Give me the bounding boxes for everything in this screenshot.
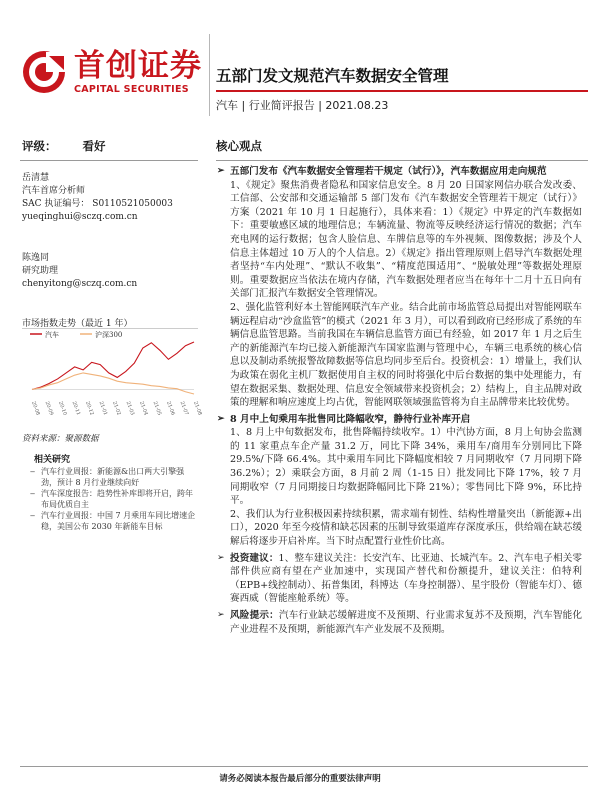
- chart-title: 市场指数走势（最近 1 年）: [22, 319, 133, 329]
- chart-source: 资料来源：聚源数据: [22, 434, 99, 444]
- section-1-heading: ➢ 五部门发布《汽车数据安全管理若干规定（试行）》，汽车数据应用走向规范: [217, 166, 547, 177]
- assistant-name: 陈逸同: [22, 253, 50, 263]
- related-research-list: [28, 466, 200, 532]
- bullet-icon: ➢: [217, 610, 225, 620]
- assistant-block: [22, 252, 137, 291]
- x-tick-label: 21-07: [178, 400, 190, 417]
- assistant-email[interactable]: chenyitong@sczq.com.cn: [22, 279, 138, 289]
- x-tick-label: 20-12: [84, 400, 95, 417]
- analyst-name: 岳清慧: [22, 173, 50, 183]
- footer-divider: [20, 766, 588, 767]
- series-line-auto: [32, 342, 194, 389]
- rating: [22, 138, 106, 154]
- assistant-role: 研究助理: [22, 266, 59, 276]
- core-view-header: 核心观点: [216, 139, 262, 153]
- analyst-block: [22, 172, 173, 224]
- section-2-heading: ➢ 8 月中上旬乘用车批售同比降幅收窄，静待行业补库开启: [217, 413, 471, 425]
- bullet-icon: ➢: [217, 413, 225, 424]
- report-title: 五部门发文规范汽车数据安全管理: [216, 67, 449, 85]
- header-divider: [209, 34, 210, 116]
- rating-label: 评级：: [22, 139, 57, 153]
- logo-text-cn: 首创证券: [74, 48, 202, 84]
- x-tick-label: 21-06: [165, 400, 176, 417]
- bullet-icon: ➢: [217, 166, 225, 176]
- x-tick-label: 21-01: [97, 400, 109, 417]
- x-tick-label: 21-02: [111, 400, 122, 417]
- risk-warning: ➢ 风险提示：汽车行业缺芯缓解进度不及预期、行业需求复苏不及预期，汽车智能化产业进程不及预期，新能源汽车产业发展不及预期。: [217, 610, 583, 635]
- related-item-1[interactable]: ‒ 汽车行业周报：新能源&出口两大引擎强劲，预计 8 月行业继续向好: [28, 466, 200, 488]
- series-line-hs300: [32, 373, 194, 394]
- x-tick-label: 21-05: [151, 400, 163, 417]
- analyst-email[interactable]: yueqinghui@sczq.com.cn: [22, 212, 138, 222]
- title-underline: [216, 90, 588, 92]
- x-tick-label: 20-10: [57, 400, 68, 417]
- footer-disclaimer: 请务必阅读本报告最后部分的重要法律声明: [219, 774, 381, 784]
- investment-advice: ➢ 投资建议：1、整车建议关注：长安汽车、比亚迪、长城汽车。2、汽车电子相关零部件供应商有望在产业加速中，实现国产替代和份额提升，建议关注：伯特利（EPB+线控制动）、拓普集团，科博达（车身控制器）、星宇股份（智能车灯）、德赛西威（智能座舱系统）等。: [217, 552, 582, 605]
- related-research-header: 相关研究: [34, 455, 71, 465]
- logo-text-en: CAPITAL SECURITIES: [74, 84, 189, 95]
- section-2-para-1: 1、8 月上中旬数据发布，批售降幅持续收窄。1）中汽协方面，8 月上旬协会监测的 11 家重点车企产量 31.2 万，同比下降 34%，乘用车/商用车分别同比下降 29.5%/下降 66.4%。其中乘用车同比下降幅度相较 7 月同期收窄（7 月同期下降 36.2%）；2）乘联会方面，8 月前 2 周（1-15 日）批发同比下降 17%，较 7 月同期收窄（7 月同期接日均数据降幅同比下降 21%）；零售同比下降 9%，环比持平。: [230, 427, 582, 507]
- market-index-chart: [20, 328, 203, 420]
- section-1-para-1: 1、《规定》聚焦消费者隐私和国家信息安全。8 月 20 日国家网信办联合发改委、工信部、公安部和交通运输部 5 部门发布《汽车数据安全管理若干规定（试行）》方案（2021 年 10 月 1 日起施行），具体来看：1）《规定》中界定的汽车数据如下：重要敏感区域的地理信息；车辆流量、物流等反映经济运行情况的数据；汽车充电网的运行数据；包含人脸信息、车牌信息等的车外视频、图像数据；涉及个人信息主体超过 10 万人的个人信息。2）《规定》指出管理原则上倡导汽车数据处理者坚持“车内处理”、“默认不收集”、“精度范围适用”、“脱敏处理”等数据处理原则。重要数据应当依法在境内存储，汽车数据处理者应当在每年十二月十五日向有关部门汇报汽车数据安全管理情况。: [230, 179, 582, 300]
- related-item-3[interactable]: ‒ 汽车行业周报：中国 7 月乘用车同比增速企稳，美国公布 2030 年新能车目标: [28, 510, 200, 532]
- left-divider: [20, 160, 198, 161]
- legend-label-hs300: 沪深300: [95, 331, 123, 339]
- analyst-role: 汽车首席分析师: [22, 186, 86, 196]
- rating-value: 看好: [82, 139, 106, 153]
- related-item-2[interactable]: ‒ 汽车深度报告：趋势性补库即将开启，跨年布局优质自主: [28, 488, 200, 510]
- x-tick-label: 20-11: [70, 400, 82, 417]
- x-tick-label: 21-04: [138, 400, 149, 417]
- core-content: [217, 165, 583, 636]
- section-1-para-2: 2、强化监管利好本土智能网联汽车产业。结合此前市场监管总局提出对智能网联车辆远程启动“沙盒监管”的模式（2021 年 3 月），可以看到政府已经形成了系统的车辆信息监管思路。当前我国在车辆信息监管方面已有经验，如 2017 年 1 月之后生产的新能源汽车均已接入新能源汽车国家监测与管理中心，车辆三电系统的核心信息以及制动系统报警故障数据等信息均同步至后台。投资机会：1）增量上，我们认为政策在弱化主机厂数据使用自主权的同时将强化中后台数据的集中处理能力，有望在数据采集、数据处理、信息安全领域带来投资机会；2）结构上，自主品牌对政策的理解和响应速度上均占优，智能网联领域强监管将为自主品牌带来比较优势。: [230, 301, 582, 409]
- analyst-sac: SAC 执证编号： S0110521050003: [22, 199, 173, 209]
- section-2-para-2: 2、我们认为行业积极因素持续积累，需求端有韧性、结构性增量突出（新能源+出口），2020 年至今疫情和缺芯因素的压制导致渠道库存深度承压，供给端在缺芯缓解后将逐步开启补库。当下时点配置行业性价比高。: [230, 508, 582, 548]
- report-subtitle: 汽车 | 行业简评报告 | 2021.08.23: [216, 99, 389, 112]
- x-tick-label: 20-09: [43, 400, 55, 417]
- bullet-icon: ➢: [217, 552, 225, 563]
- x-tick-label: 21-08: [192, 400, 203, 417]
- legend-label-auto: 汽车: [45, 331, 59, 339]
- company-logo-icon: [20, 48, 68, 96]
- x-tick-label: 21-03: [124, 400, 136, 417]
- core-divider: [216, 160, 588, 161]
- x-tick-label: 20-08: [30, 400, 41, 417]
